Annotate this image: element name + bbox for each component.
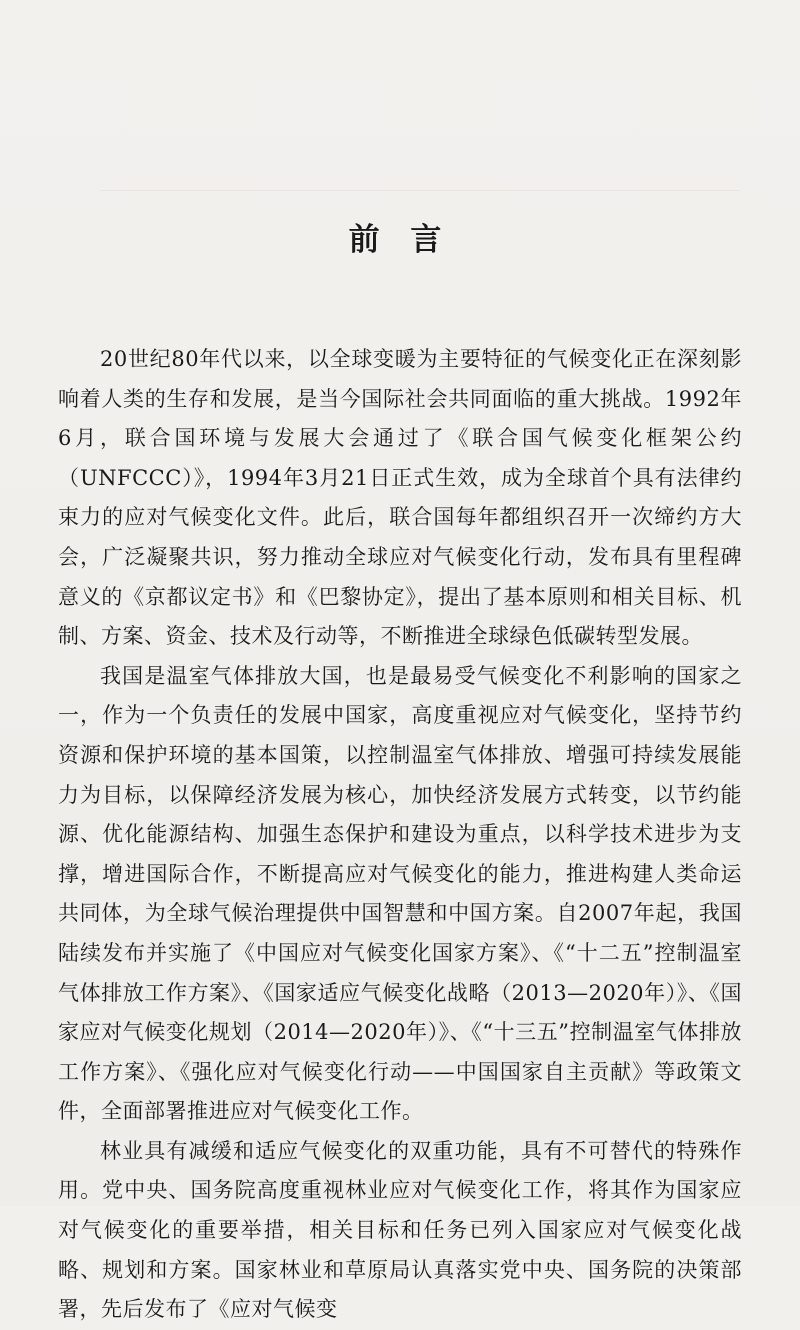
paragraph-2: 我国是温室气体排放大国，也是最易受气候变化不利影响的国家之一，作为一个负责任的发展中国家，高度重视应对气候变化，坚持节约资源和保护环境的基本国策，以控制温室气体排放、增强可持续发展能力为目标，以保障经济发展为核心，加快经济发展方式转变，以节约能源、优化能源结构、加强生态保护和建设为重点，以科学技术进步为支撑，增进国际合作，不断提高应对气候变化的能力，推进构建人类命运共同体，为全球气候治理提供中国智慧和中国方案。自2007年起，我国陆续发布并实施了《中国应对气候变化国家方案》、《“十二五”控制温室气体排放工作方案》、《国家适应气候变化战略（2013—2020年）》、《国家应对气候变化规划（2014—2020年）》、《“十三五”控制温室气体排放工作方案》、《强化应对气候变化行动——中国国家自主贡献》等政策文件，全面部署推进应对气候变化工作。: [58, 663, 742, 1124]
paragraph-1: 20世纪80年代以来，以全球变暖为主要特征的气候变化正在深刻影响着人类的生存和发展，是当今国际社会共同面临的重大挑战。1992年6月，联合国环境与发展大会通过了《联合国气候变化框架公约（UNFCCC）》，1994年3月21日正式生效，成为全球首个具有法律约束力的应对气候变化文件。此后，联合国每年都组织召开一次缔约方大会，广泛凝聚共识，努力推动全球应对气候变化行动，发布具有里程碑意义的《京都议定书》和《巴黎协定》，提出了基本原则和相关目标、机制、方案、资金、技术及行动等，不断推进全球绿色低碳转型发展。: [58, 347, 742, 649]
paragraph-3: 林业具有减缓和适应气候变化的双重功能，具有不可替代的特殊作用。党中央、国务院高度重视林业应对气候变化工作，将其作为国家应对气候变化的重要举措，相关目标和任务已列入国家应对气候变化战略、规划和方案。国家林业和草原局认真落实党中央、国务院的决策部署，先后发布了《应对气候变: [58, 1138, 742, 1322]
bleed-through-texture: [60, 110, 760, 231]
document-body: [58, 340, 742, 1330]
page-title: 前 言: [348, 222, 452, 258]
